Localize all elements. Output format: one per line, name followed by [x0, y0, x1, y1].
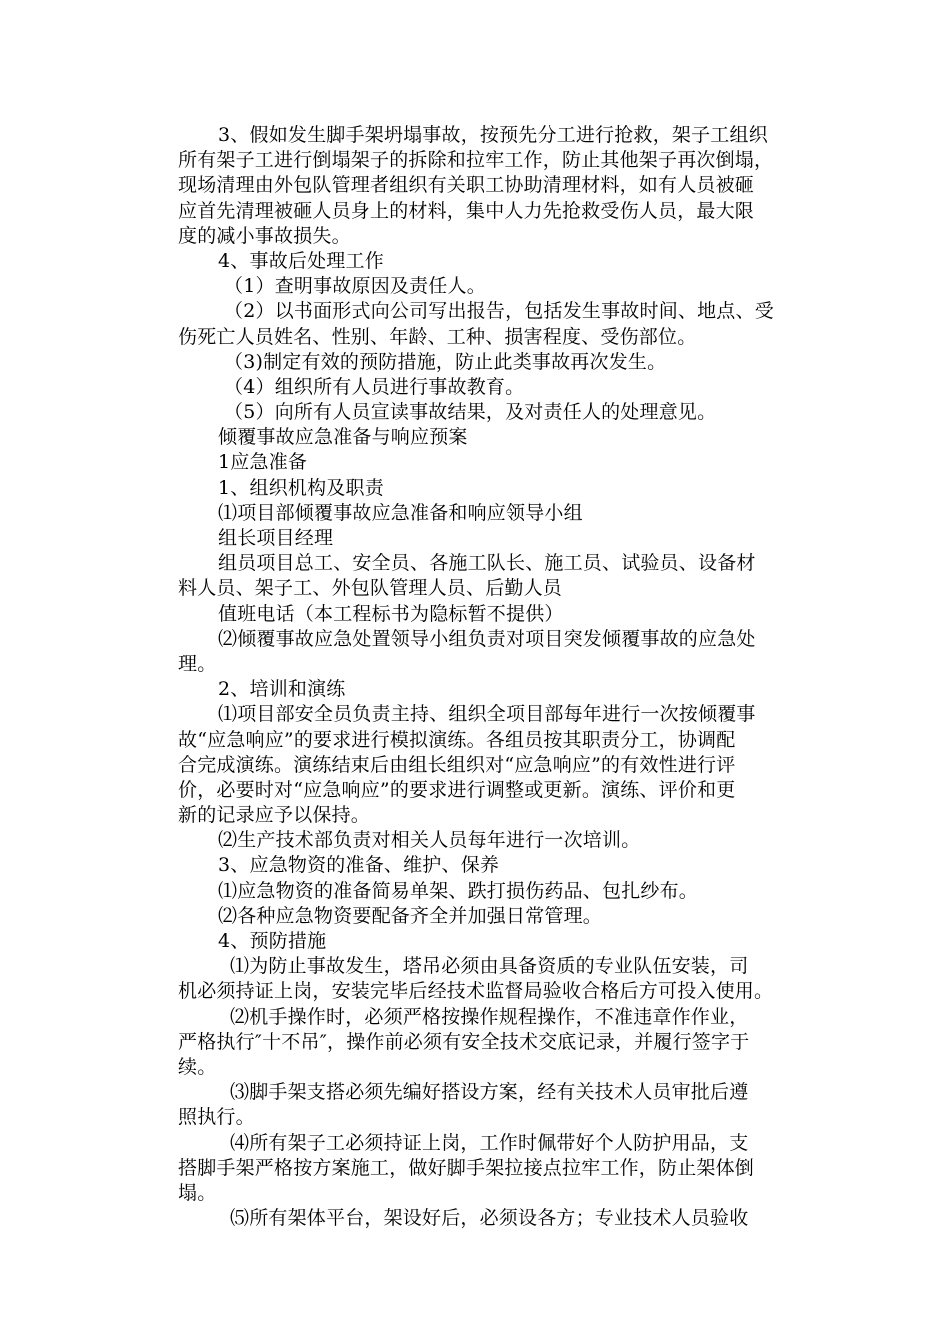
list-item-continuation: 伤死亡人员姓名、性别、年龄、工种、损害程度、受伤部位。: [178, 325, 697, 348]
paragraph-line: 值班电话（本工程标书为隐标暂不提供）: [218, 602, 564, 625]
list-item-continuation: 塌。: [178, 1181, 217, 1204]
paragraph-line: 度的减小事故损失。: [178, 224, 351, 247]
list-item: ⑵倾覆事故应急处置领导小组负责对项目突发倾覆事故的应急处: [218, 627, 756, 650]
list-item: ⑵各种应急物资要配备齐全并加强日常管理。: [218, 904, 603, 927]
list-item: ⑶脚手架支搭必须先编好搭设方案，经有关技术人员审批后遵: [230, 1081, 749, 1104]
list-item-continuation: 合完成演练。演练结束后由组长组织对“应急响应”的有效性进行评: [178, 753, 736, 776]
list-item: ⑴项目部倾覆事故应急准备和响应领导小组: [218, 501, 583, 524]
list-item: ⑵机手操作时，必须严格按操作规程操作，不准违章作作业，: [230, 1005, 749, 1028]
list-item-continuation: 搭脚手架严格按方案施工，做好脚手架拉接点拉牢工作，防止架体倒: [178, 1156, 755, 1179]
paragraph-line: 所有架子工进行倒塌架子的拆除和拉牢工作，防止其他架子再次倒塌，: [178, 149, 774, 172]
list-item: （3)制定有效的预防措施，防止此类事故再次发生。: [224, 350, 667, 373]
list-item-continuation: 续。: [178, 1055, 217, 1078]
list-item: ⑴应急物资的准备简易单架、跌打损伤药品、包扎纱布。: [218, 879, 699, 902]
list-item-continuation: 照执行。: [178, 1106, 255, 1129]
list-item-continuation: 机必须持证上岗，安装完毕后经技术监督局验收合格后方可投入使用。: [178, 980, 774, 1003]
list-item: ⑷所有架子工必须持证上岗，工作时佩带好个人防护用品，支: [230, 1131, 749, 1154]
list-item: （1）查明事故原因及责任人。: [224, 275, 486, 298]
list-item-continuation: 价，必要时对“应急响应”的要求进行调整或更新。演练、评价和更: [178, 778, 736, 801]
paragraph-line: 料人员、架子工、外包队管理人员、后勤人员: [178, 577, 563, 600]
list-item: （4）组织所有人员进行事故教育。: [224, 375, 525, 398]
list-item: ⑵生产技术部负责对相关人员每年进行一次培训。: [218, 829, 641, 852]
list-item: （5）向所有人员宣读事故结果，及对责任人的处理意见。: [224, 401, 717, 424]
section-heading: 4、预防措施: [218, 930, 327, 952]
paragraph-line: 组员项目总工、安全员、各施工队长、施工员、试验员、设备材: [218, 552, 756, 575]
section-heading: 1应急准备: [218, 451, 308, 474]
list-item-continuation: 故“应急响应”的要求进行模拟演练。各组员按其职责分工，协调配: [178, 728, 736, 751]
section-heading: 2、培训和演练: [218, 678, 346, 701]
paragraph-line: 应首先清理被砸人员身上的材料，集中人力先抢救受伤人员，最大限: [178, 199, 755, 222]
section-heading: 4、事故后处理工作: [218, 249, 384, 272]
list-item: （2）以书面形式向公司写出报告，包括发生事故时间、地点、受: [224, 300, 774, 323]
list-item-continuation: 理。: [178, 652, 217, 675]
list-item: ⑴项目部安全员负责主持、组织全项目部每年进行一次按倾覆事: [218, 703, 756, 726]
document-body: [178, 123, 774, 1231]
section-heading: 3、应急物资的准备、维护、保养: [218, 854, 500, 877]
paragraph-line: 现场清理由外包队管理者组织有关职工协助清理材料，如有人员被砸: [178, 174, 755, 197]
list-item: ⑴为防止事故发生，塔吊必须由具备资质的专业队伍安装，司: [230, 955, 749, 978]
paragraph-line: 组长项目经理: [218, 527, 334, 549]
list-item-continuation: 新的记录应予以保持。: [178, 804, 371, 827]
section-heading: 1、组织机构及职责: [218, 476, 384, 499]
list-item: ⑸所有架体平台，架设好后，必须设各方；专业技术人员验收: [230, 1207, 749, 1230]
paragraph-line: 3、假如发生脚手架坍塌事故，按预先分工进行抢救，架子工组织: [218, 124, 768, 146]
list-item-continuation: 严格执行″十不吊″，操作前必须有安全技术交底记录，并履行签字于: [178, 1030, 750, 1053]
document-title: 倾覆事故应急准备与响应预案: [218, 426, 468, 449]
